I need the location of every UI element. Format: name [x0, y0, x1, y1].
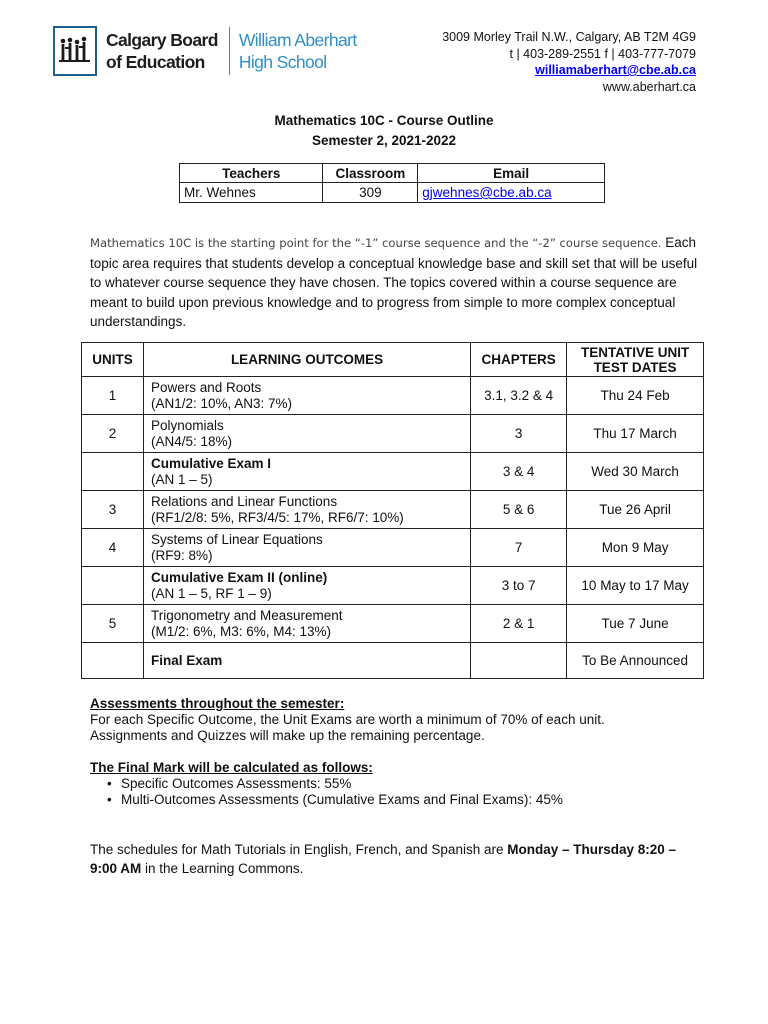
- column-header: LEARNING OUTCOMES: [143, 343, 470, 377]
- learning-outcome: Powers and Roots (AN1/2: 10%, AN3: 7%): [143, 377, 470, 415]
- unit-number: [82, 643, 144, 679]
- column-header: TENTATIVE UNIT TEST DATES: [567, 343, 704, 377]
- school-logo: [53, 26, 357, 76]
- unit-number: [82, 567, 144, 605]
- test-date: Tue 7 June: [567, 605, 704, 643]
- assessments-heading: Assessments throughout the semester:: [90, 696, 345, 711]
- semester-title: Semester 2, 2021-2022: [311, 133, 457, 148]
- column-header: Classroom: [323, 164, 418, 183]
- course-title: Mathematics 10C - Course Outline: [274, 113, 494, 128]
- unit-number: [82, 453, 144, 491]
- chapters-cell: 3: [471, 415, 567, 453]
- test-date: Wed 30 March: [567, 453, 704, 491]
- course-intro: [90, 233, 700, 332]
- school-contact: [442, 29, 696, 95]
- assessments-line: For each Specific Outcome, the Unit Exams are worth a minimum of 70% of each unit.: [90, 712, 605, 727]
- table-row: [82, 643, 704, 679]
- school-name: William Aberhart High School: [238, 30, 357, 72]
- chapters-cell: 3 to 7: [471, 567, 567, 605]
- learning-outcome: Systems of Linear Equations (RF9: 8%): [143, 529, 470, 567]
- unit-number: 5: [82, 605, 144, 643]
- table-header-row: [180, 164, 605, 183]
- test-date: Tue 26 April: [567, 491, 704, 529]
- teacher-name: Mr. Wehnes: [180, 183, 323, 203]
- chapters-cell: 3 & 4: [471, 453, 567, 491]
- table-row: [82, 605, 704, 643]
- tutorial-schedule: The schedules for Math Tutorials in English, French, and Spanish are Monday – Thursday 8:20 – 9:00 AM in the Learning Commons.: [90, 842, 677, 876]
- table-row: [82, 377, 704, 415]
- test-date: To Be Announced: [567, 643, 704, 679]
- unit-number: 3: [82, 491, 144, 529]
- board-name: Calgary Board of Education: [106, 30, 218, 72]
- phone-line: t | 403-289-2551 f | 403-777-7079: [509, 46, 696, 61]
- test-date: Thu 24 Feb: [567, 377, 704, 415]
- learning-outcome: Cumulative Exam I (AN 1 – 5): [143, 453, 470, 491]
- column-header: Teachers: [180, 164, 323, 183]
- classroom-number: 309: [323, 183, 418, 203]
- column-header: Email: [418, 164, 605, 183]
- teacher-email-link[interactable]: gjwehnes@cbe.ab.ca: [418, 183, 605, 203]
- unit-number: 2: [82, 415, 144, 453]
- unit-number: 4: [82, 529, 144, 567]
- chapters-cell: 3.1, 3.2 & 4: [471, 377, 567, 415]
- intro-lead: Mathematics 10C is the starting point for the “-1” course sequence and the “-2” course sequence.: [90, 236, 662, 250]
- test-date: Mon 9 May: [567, 529, 704, 567]
- school-email-link[interactable]: williamaberhart@cbe.ab.ca: [535, 63, 696, 77]
- final-mark-list: [90, 776, 710, 808]
- test-date: Thu 17 March: [567, 415, 704, 453]
- chapters-cell: 2 & 1: [471, 605, 567, 643]
- table-row: [82, 453, 704, 491]
- intro-body: Each topic area requires that students develop a conceptual knowledge base and skill set that will be useful to whatever course sequence they have chosen. The topics covered within a course sequence are meant to build upon previous knowledge and to progress from simple to more complex conceptual understandings.: [90, 235, 698, 329]
- website-line: www.aberhart.ca: [602, 79, 696, 94]
- cbe-emblem-icon: [53, 26, 97, 76]
- test-date: 10 May to 17 May: [567, 567, 704, 605]
- address-line: 3009 Morley Trail N.W., Calgary, AB T2M 4G9: [442, 30, 696, 44]
- assessments-section: [90, 696, 710, 744]
- table-row: [82, 415, 704, 453]
- table-row: [82, 567, 704, 605]
- learning-outcome: Trigonometry and Measurement (M1/2: 6%, M3: 6%, M4: 13%): [143, 605, 470, 643]
- teachers-table: [179, 163, 605, 203]
- learning-outcome: Relations and Linear Functions (RF1/2/8: 5%, RF3/4/5: 17%, RF6/7: 10%): [143, 491, 470, 529]
- list-item: • Specific Outcomes Assessments: 55%: [107, 776, 710, 792]
- logo-divider: [229, 27, 230, 75]
- final-mark-heading: The Final Mark will be calculated as follows:: [90, 760, 373, 775]
- list-item: • Multi-Outcomes Assessments (Cumulative Exams and Final Exams): 45%: [107, 792, 710, 808]
- chapters-cell: [471, 643, 567, 679]
- table-header-row: [82, 343, 704, 377]
- tutorial-times: Monday – Thursday 8:20 – 9:00 AM: [90, 842, 677, 876]
- column-header: CHAPTERS: [471, 343, 567, 377]
- assessments-line: Assignments and Quizzes will make up the remaining percentage.: [90, 728, 485, 743]
- learning-outcome: Final Exam: [143, 643, 470, 679]
- final-mark-section: [90, 760, 710, 808]
- table-row: [180, 183, 605, 203]
- chapters-cell: 5 & 6: [471, 491, 567, 529]
- units-table: [81, 342, 704, 679]
- learning-outcome: Cumulative Exam II (online) (AN 1 – 5, RF 1 – 9): [143, 567, 470, 605]
- chapters-cell: 7: [471, 529, 567, 567]
- learning-outcome: Polynomials (AN4/5: 18%): [143, 415, 470, 453]
- unit-number: 1: [82, 377, 144, 415]
- table-row: [82, 529, 704, 567]
- table-row: [82, 491, 704, 529]
- column-header: UNITS: [82, 343, 144, 377]
